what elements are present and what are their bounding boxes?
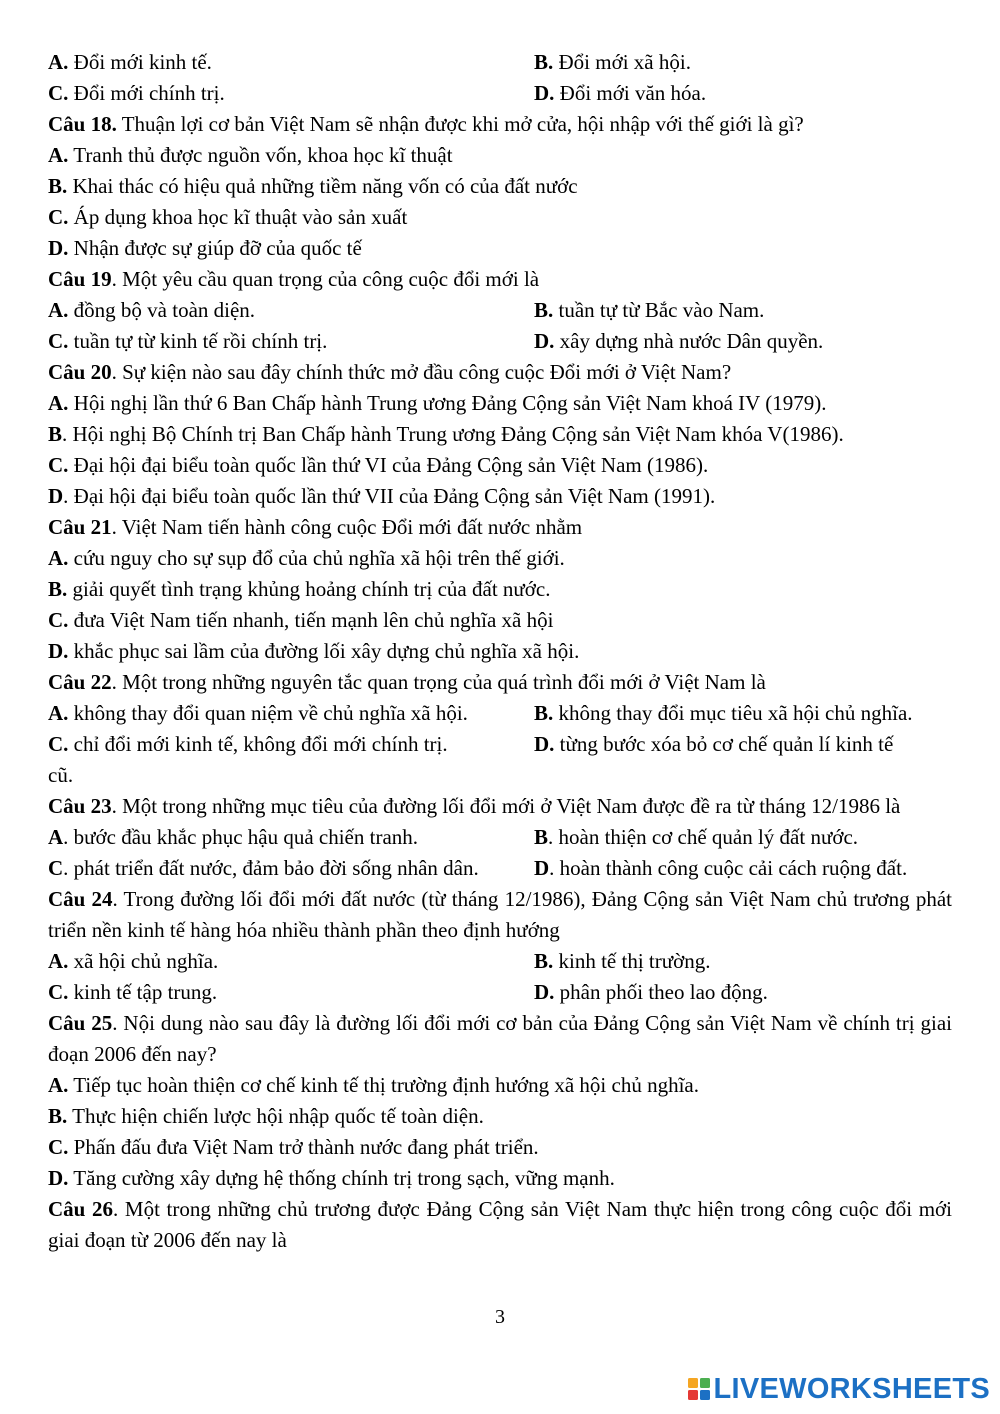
brand-name: LIVEWORKSHEETS [713,1372,990,1405]
option-text: Đổi mới văn hóa. [554,81,707,105]
option [534,822,952,853]
option-text: Hội nghị lần thứ 6 Ban Chấp hành Trung ương Đảng Cộng sản Việt Nam khoá IV (1979). [68,391,827,415]
option [48,543,952,574]
option-text: xây dựng nhà nước Dân quyền. [554,329,824,353]
option [48,78,534,109]
option-text: cứu nguy cho sự sụp đổ của chủ nghĩa xã hội trên thế giới. [68,546,565,570]
option-text: Đổi mới chính trị. [68,81,225,105]
option-letter: B. [48,1104,68,1128]
option-letter: C. [48,329,69,353]
option [48,1101,952,1132]
option [48,140,952,171]
option-letter: D. [534,329,555,353]
question-text: . Nội dung nào sau đây là đường lối đổi mới cơ bản của Đảng Cộng sản Việt Nam về chính trị giai đoạn 2006 đến nay? [48,1011,952,1066]
question [48,1194,952,1256]
option-letter: A. [48,949,69,973]
option-text: không thay đổi mục tiêu xã hội chủ nghĩa. [553,701,913,725]
option-letter: B [534,825,549,849]
option-text: từng bước xóa bỏ cơ chế quản lí kinh tế [554,732,894,756]
option-text: Đại hội đại biểu toàn quốc lần thứ VI của Đảng Cộng sản Việt Nam (1986). [68,453,709,477]
option-text: xã hội chủ nghĩa. [68,949,219,973]
option-letter: B. [534,50,554,74]
option [48,1163,952,1194]
option-letter: B. [534,298,554,322]
option-text: Phấn đấu đưa Việt Nam trở thành nước đang phát triển. [68,1135,539,1159]
question [48,791,952,822]
option-text: Thực hiện chiến lược hội nhập quốc tế toàn diện. [67,1104,484,1128]
option-text: tuần tự từ Bắc vào Nam. [553,298,765,322]
question-number: Câu 24 [48,887,113,911]
question-number: Câu 22 [48,670,112,694]
option-text: Đổi mới kinh tế. [68,50,212,74]
option-letter: B [48,422,63,446]
option [48,853,534,884]
question-text: . Sự kiện nào sau đây chính thức mở đầu công cuộc Đổi mới ở Việt Nam? [111,360,732,384]
option [534,853,952,884]
option [534,946,952,977]
option [534,295,952,326]
option-letter: A. [48,143,69,167]
option [534,326,952,357]
option-letter: B. [534,701,554,725]
option [534,47,952,78]
option [48,729,534,760]
option-letter: C. [48,608,69,632]
option [534,698,952,729]
option [48,202,952,233]
question [48,884,952,946]
option [48,1070,952,1101]
option [48,946,534,977]
option [534,78,952,109]
option-text: . Đại hội đại biểu toàn quốc lần thứ VII của Đảng Cộng sản Việt Nam (1991). [63,484,716,508]
question-text: Thuận lợi cơ bản Việt Nam sẽ nhận được khi mở cửa, hội nhập với thế giới là gì? [116,112,804,136]
option-text: Áp dụng khoa học kĩ thuật vào sản xuất [68,205,408,229]
option-letter: D [48,484,64,508]
question [48,109,952,140]
question-number: Câu 25 [48,1011,113,1035]
question [48,1008,952,1070]
option-text: . bước đầu khắc phục hậu quả chiến tranh. [63,825,419,849]
option-letter: D [534,856,550,880]
option-letter: C [48,856,64,880]
option-letter: C. [48,980,69,1004]
option-letter: C. [48,732,69,756]
option-letter: A. [48,50,69,74]
option [48,605,952,636]
option [48,419,952,450]
question-number: Câu 23 [48,794,112,818]
question-text: . Việt Nam tiến hành công cuộc Đổi mới đất nước nhằm [111,515,583,539]
option-text: Tranh thủ được nguồn vốn, khoa học kĩ thuật [68,143,453,167]
option-text: . hoàn thành công cuộc cải cách ruộng đất. [549,856,908,880]
option-letter: C. [48,453,69,477]
option [48,1132,952,1163]
option-letter: A. [48,391,69,415]
option [48,574,952,605]
question-text: . Một trong những chủ trương được Đảng Cộng sản Việt Nam thực hiện trong công cuộc đổi mới giai đoạn từ 2006 đến nay là [48,1197,952,1252]
option-text: Đổi mới xã hội. [553,50,691,74]
option-text: đưa Việt Nam tiến nhanh, tiến mạnh lên chủ nghĩa xã hội [68,608,554,632]
question-number: Câu 26 [48,1197,113,1221]
option-letter: D. [48,1166,69,1190]
question-number: Câu 18. [48,112,117,136]
option-row [48,698,952,729]
option-letter: B. [48,577,68,601]
option-text: . phát triển đất nước, đảm bảo đời sống nhân dân. [63,856,479,880]
option-letter: C. [48,1135,69,1159]
question-number: Câu 21 [48,515,112,539]
option-row [48,47,952,78]
question-text: . Một yêu cầu quan trọng của công cuộc đổi mới là [111,267,540,291]
liveworksheets-logo-icon [688,1378,710,1400]
option [48,171,952,202]
option-text: khắc phục sai lầm của đường lối xây dựng chủ nghĩa xã hội. [68,639,580,663]
option [48,450,952,481]
continuation-text: cũ. [48,763,74,787]
option-text: kinh tế thị trường. [553,949,711,973]
option-letter: A [48,825,64,849]
option [48,233,952,264]
option [48,636,952,667]
option [48,295,534,326]
question [48,357,952,388]
option [48,326,534,357]
option-text: giải quyết tình trạng khủng hoảng chính trị của đất nước. [67,577,551,601]
option-row [48,946,952,977]
option-text: Tiếp tục hoàn thiện cơ chế kinh tế thị trường định hướng xã hội chủ nghĩa. [68,1073,699,1097]
option-row [48,822,952,853]
option-text: không thay đổi quan niệm về chủ nghĩa xã hội. [68,701,468,725]
option [48,481,952,512]
option-letter: D. [534,732,555,756]
option-text: . hoàn thiện cơ chế quản lý đất nước. [548,825,859,849]
option-letter: D. [534,81,555,105]
option-letter: B. [48,174,68,198]
option-letter: C. [48,81,69,105]
option [48,822,534,853]
option-text: chỉ đổi mới kinh tế, không đổi mới chính trị. [68,732,448,756]
option-text: Khai thác có hiệu quả những tiềm năng vốn có của đất nước [67,174,578,198]
option-text: đồng bộ và toàn diện. [68,298,256,322]
option-letter: D. [534,980,555,1004]
option-letter: C. [48,205,69,229]
option-letter: D. [48,236,69,260]
question [48,264,952,295]
liveworksheets-brand[interactable] [688,1372,991,1406]
option-row [48,78,952,109]
question-text: . Trong đường lối đổi mới đất nước (từ tháng 12/1986), Đảng Cộng sản Việt Nam chủ trương phát triển nền kinh tế hàng hóa nhiều thành phần theo định hướng [48,887,952,942]
option [48,388,952,419]
option [534,729,952,760]
question-number: Câu 19 [48,267,112,291]
option-text: kinh tế tập trung. [68,980,218,1004]
question [48,667,952,698]
page-number: 3 [495,1306,505,1328]
question [48,512,952,543]
option [48,698,534,729]
option-letter: A. [48,701,69,725]
option-letter: A. [48,546,69,570]
option-row [48,295,952,326]
option-text: Nhận được sự giúp đỡ của quốc tế [68,236,362,260]
option-row [48,326,952,357]
option-text: tuần tự từ kinh tế rồi chính trị. [68,329,328,353]
option-letter: A. [48,298,69,322]
option-letter: D. [48,639,69,663]
option-letter: A. [48,1073,69,1097]
option-letter: B. [534,949,554,973]
option-row [48,977,952,1008]
option-text: . Hội nghị Bộ Chính trị Ban Chấp hành Trung ương Đảng Cộng sản Việt Nam khóa V(1986). [62,422,844,446]
question-text: . Một trong những nguyên tắc quan trọng của quá trình đổi mới ở Việt Nam là [111,670,766,694]
question-text: . Một trong những mục tiêu của đường lối đổi mới ở Việt Nam được đề ra từ tháng 12/1986 là [111,794,901,818]
option-text: Tăng cường xây dựng hệ thống chính trị trong sạch, vững mạnh. [68,1166,615,1190]
option [534,977,952,1008]
worksheet-page [48,47,952,1256]
option [48,47,534,78]
option-row [48,729,952,760]
option-text: phân phối theo lao động. [554,980,768,1004]
option [48,977,534,1008]
option-row [48,853,952,884]
question-number: Câu 20 [48,360,112,384]
